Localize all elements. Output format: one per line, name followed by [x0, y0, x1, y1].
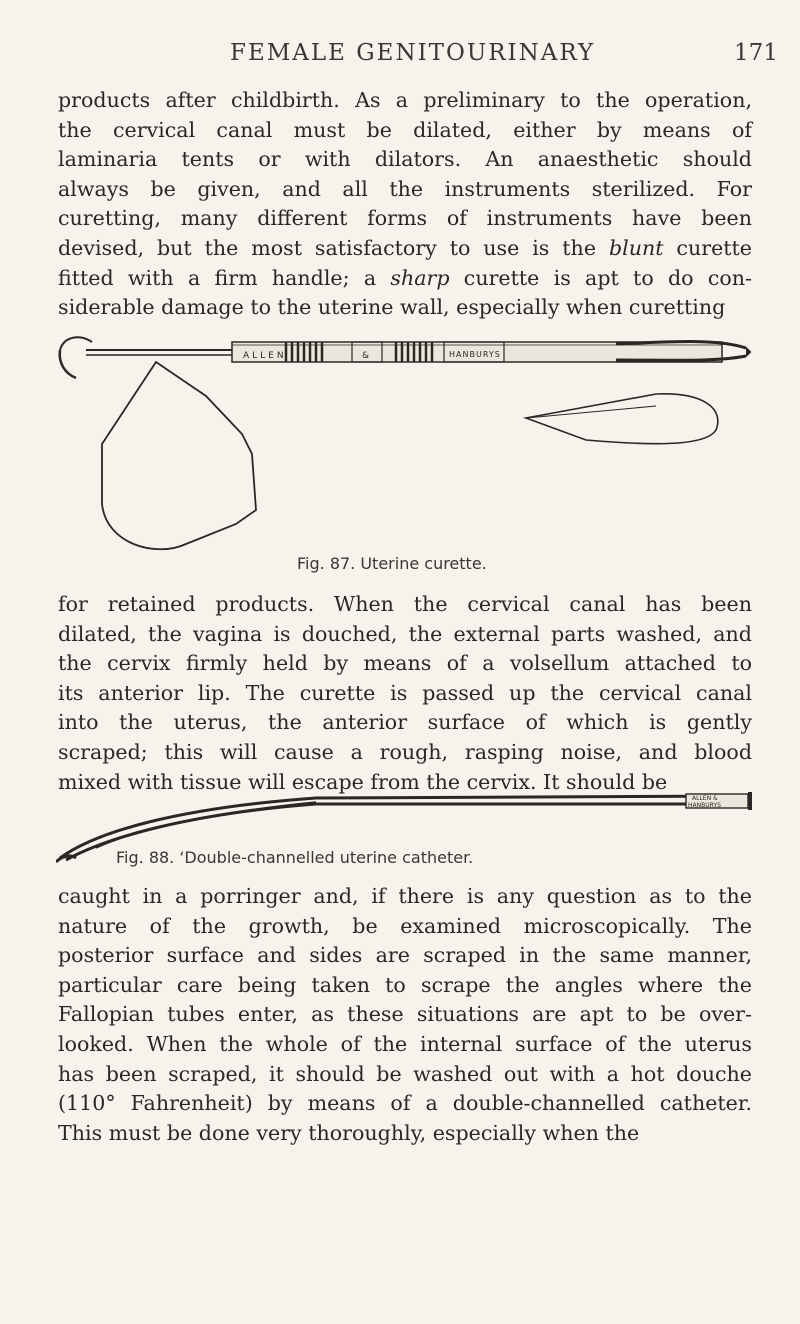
running-head: FEMALE GENITOURINARY — [230, 40, 596, 66]
engraving-allen: ALLEN & — [692, 795, 718, 802]
engraving-hanburys: HANBURYS — [449, 350, 501, 359]
text-line: the cervix firmly held by means of a volsellum attached to — [58, 651, 752, 676]
text-line: its anterior lip. The curette is passed up the cervical canal — [58, 680, 752, 705]
text-line: particular care being taken to scrape the angles where the — [58, 972, 752, 997]
text-line: products after childbirth. As a preliminary to the operation, — [58, 88, 752, 112]
text-line: nature of the growth, be examined microscopically. The — [58, 913, 752, 938]
paragraph-2 — [58, 590, 752, 797]
figure-87-caption: Fig. 87. Uterine curette. — [297, 554, 487, 573]
engraving-allen: ALLEN — [243, 351, 287, 361]
page-header — [0, 40, 800, 80]
text-line: dilated, the vagina is douched, the external parts washed, and — [58, 621, 752, 646]
text-line: looked. When the whole of the internal surface of the uterus — [58, 1031, 752, 1056]
page-number: 171 — [734, 40, 778, 66]
figure-88-caption: Fig. 88. ‘Double-channelled uterine catheter. — [116, 848, 474, 867]
text-line: the cervical canal must be dilated, either by means of — [58, 117, 752, 142]
paragraph-3 — [58, 882, 752, 1148]
text-line: devised, but the most satisfactory to use is the blunt curette — [58, 235, 752, 260]
curette-illustration — [60, 337, 750, 549]
text-line: into the uterus, the anterior surface of which is gently — [58, 710, 752, 735]
text-line: Fallopian tubes enter, as these situations are apt to be over- — [58, 1002, 752, 1027]
text-line: mixed with tissue will escape from the cervix. It should be — [58, 769, 668, 794]
text-line: curetting, many different forms of instruments have been — [58, 206, 752, 231]
text-line: has been scraped, it should be washed out with a hot douche — [58, 1061, 752, 1086]
text-line: caught in a porringer and, if there is any question as to the — [58, 884, 752, 908]
text-line: fitted with a firm handle; a sharp curette is apt to do con- — [58, 265, 752, 290]
text-line: posterior surface and sides are scraped in the same manner, — [58, 943, 752, 968]
text-line: scraped; this will cause a rough, rasping noise, and blood — [58, 739, 752, 764]
text-line: This must be done very thoroughly, especially when the — [58, 1120, 640, 1145]
paragraph-1 — [58, 86, 752, 323]
text-line: for retained products. When the cervical canal has been — [58, 592, 752, 616]
text-line: always be given, and all the instruments sterilized. For — [58, 176, 752, 201]
figure-87-uterine-curette — [56, 334, 756, 574]
engraving-hanburys: HANBURYS — [688, 802, 721, 809]
text-line: laminaria tents or with dilators. An anaesthetic should — [58, 147, 752, 172]
text-line: siderable damage to the uterine wall, especially when curetting — [58, 295, 726, 320]
engraving-ampersand: & — [362, 351, 370, 361]
text-line: (110° Fahrenheit) by means of a double-channelled catheter. — [58, 1091, 752, 1116]
